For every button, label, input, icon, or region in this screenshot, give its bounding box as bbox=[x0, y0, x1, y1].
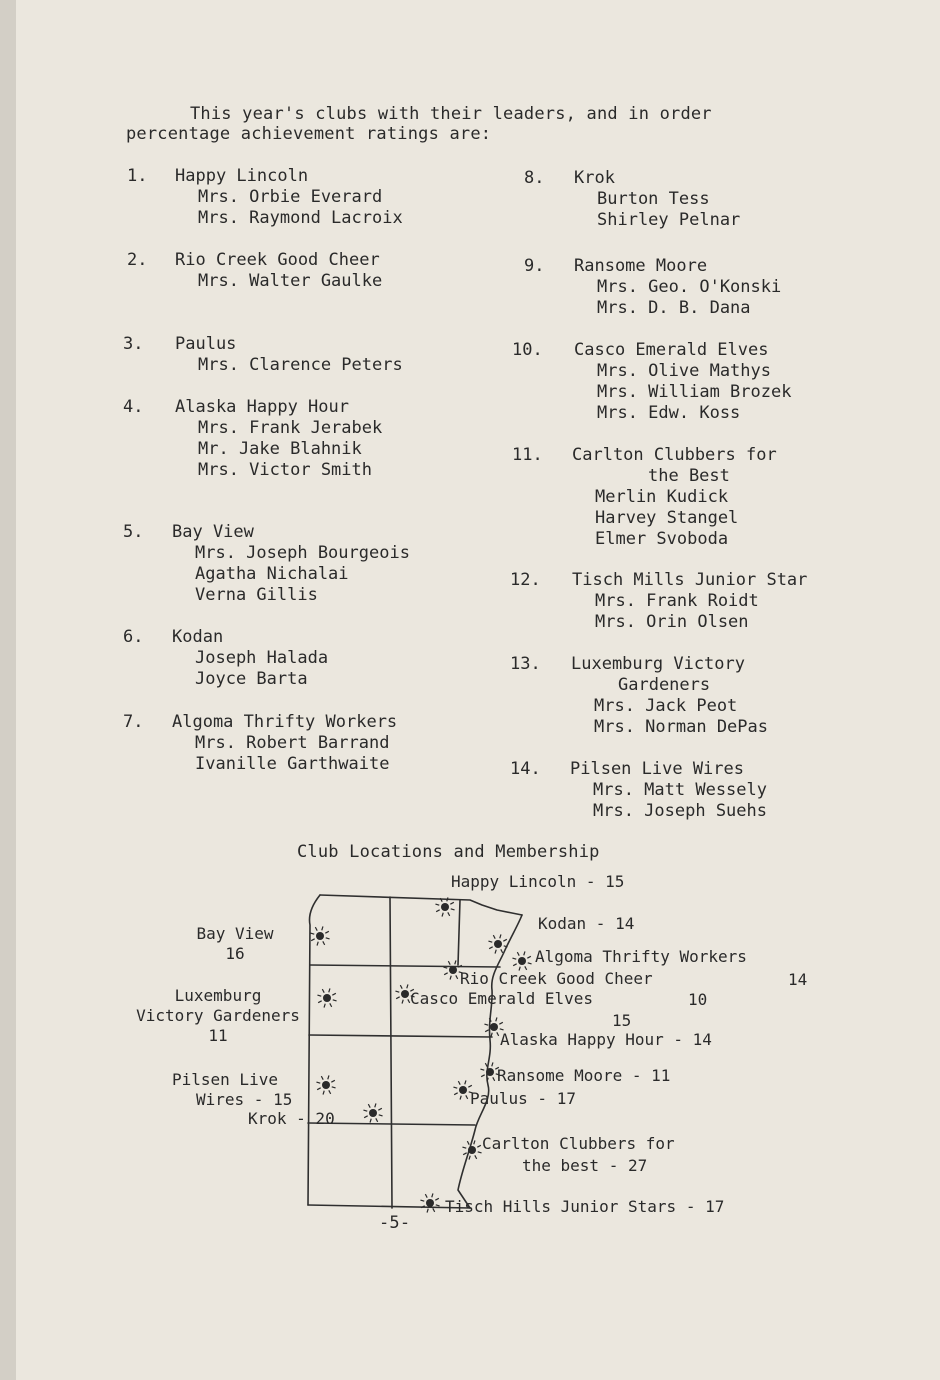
club-location-marker bbox=[420, 1193, 439, 1212]
map-label-bay-view-name: Bay View bbox=[196, 924, 274, 943]
club-leader: Mrs. Edw. Koss bbox=[597, 403, 741, 423]
map-label-paulus: Paulus - 17 bbox=[470, 1089, 576, 1108]
club-location-marker bbox=[435, 897, 454, 916]
club-leader: Mrs. Geo. O'Konski bbox=[597, 277, 782, 297]
club-leader: Ivanille Garthwaite bbox=[195, 754, 390, 774]
club-number: 7. bbox=[123, 712, 144, 732]
club-name: Carlton Clubbers for bbox=[572, 445, 777, 465]
club-name: Alaska Happy Hour bbox=[175, 397, 349, 417]
map-label-luxemburg-2: Victory Gardeners bbox=[136, 1006, 300, 1025]
map-label-bay-view-count: 16 bbox=[225, 944, 245, 963]
club-location-marker bbox=[512, 951, 531, 970]
map-label-luxemburg-1: Luxemburg bbox=[174, 986, 262, 1005]
club-name-continued: Gardeners bbox=[618, 675, 711, 695]
club-name: Paulus bbox=[175, 334, 237, 354]
club-leader: Mrs. Orin Olsen bbox=[595, 612, 749, 632]
map-label-pilsen-2: Wires - 15 bbox=[196, 1090, 293, 1109]
club-leader: Mrs. Joseph Bourgeois bbox=[195, 543, 410, 563]
club-leader: Mrs. Matt Wessely bbox=[593, 780, 767, 800]
map-label-casco: Casco Emerald Elves bbox=[410, 989, 594, 1008]
club-leader: Elmer Svoboda bbox=[595, 529, 729, 549]
map-label-ransome: Ransome Moore - 11 bbox=[497, 1066, 671, 1085]
map-line-vertical bbox=[390, 897, 392, 1208]
club-location-markers bbox=[310, 897, 531, 1212]
club-leader: Mrs. Clarence Peters bbox=[198, 355, 403, 375]
club-number: 11. bbox=[512, 445, 543, 465]
map-line-horizontal bbox=[309, 1035, 492, 1037]
intro-line-2: percentage achievement ratings are: bbox=[126, 124, 492, 144]
map-label-pilsen-1: Pilsen Live bbox=[172, 1070, 278, 1089]
club-number: 13. bbox=[510, 654, 541, 674]
map-label-luxemburg bbox=[103, 986, 333, 1046]
map-label-tisch: Tisch Hills Junior Stars - 17 bbox=[445, 1197, 725, 1216]
club-name: Pilsen Live Wires bbox=[570, 759, 744, 779]
club-leader: Joseph Halada bbox=[195, 648, 329, 668]
club-number: 9. bbox=[524, 256, 545, 276]
map-line-vertical bbox=[458, 900, 460, 965]
club-number: 8. bbox=[524, 168, 545, 188]
map-label-kodan: Kodan - 14 bbox=[538, 914, 635, 933]
map-label-alaska: Alaska Happy Hour - 14 bbox=[500, 1030, 712, 1049]
map-label-algoma: Algoma Thrifty Workers bbox=[535, 947, 747, 966]
club-name: Bay View bbox=[172, 522, 254, 542]
map-border-top bbox=[320, 895, 522, 915]
club-leader: Shirley Pelnar bbox=[597, 210, 741, 230]
club-leader: Harvey Stangel bbox=[595, 508, 739, 528]
club-leader: Merlin Kudick bbox=[595, 487, 729, 507]
club-leader: Mrs. Joseph Suehs bbox=[593, 801, 767, 821]
club-leader: Agatha Nichalai bbox=[195, 564, 349, 584]
club-name: Kodan bbox=[172, 627, 224, 647]
club-number: 14. bbox=[510, 759, 541, 779]
club-leader: Mrs. Robert Barrand bbox=[195, 733, 390, 753]
map-title: Club Locations and Membership bbox=[297, 842, 600, 862]
club-number: 12. bbox=[510, 570, 541, 590]
club-number: 4. bbox=[123, 397, 144, 417]
map-label-rio-creek: Rio Creek Good Cheer bbox=[460, 969, 653, 988]
map-label-carlton-2: the best - 27 bbox=[522, 1156, 648, 1175]
map-line-horizontal bbox=[310, 965, 500, 967]
club-leader: Mrs. Jack Peot bbox=[594, 696, 738, 716]
club-name: Happy Lincoln bbox=[175, 166, 309, 186]
club-leader: Mrs. Victor Smith bbox=[198, 460, 372, 480]
club-leader: Burton Tess bbox=[597, 189, 710, 209]
club-name: Ransome Moore bbox=[574, 256, 708, 276]
club-name: Algoma Thrifty Workers bbox=[172, 712, 398, 732]
club-leader: Mrs. Orbie Everard bbox=[198, 187, 383, 207]
map-label-bay-view bbox=[160, 924, 310, 964]
club-name: Tisch Mills Junior Star bbox=[572, 570, 808, 590]
club-name: Rio Creek Good Cheer bbox=[175, 250, 380, 270]
map-label-carlton-1: Carlton Clubbers for bbox=[482, 1134, 675, 1153]
club-number: 3. bbox=[123, 334, 144, 354]
club-leader: Mrs. Raymond Lacroix bbox=[198, 208, 403, 228]
club-number: 5. bbox=[123, 522, 144, 542]
map-label-krok: Krok - 20 bbox=[248, 1109, 335, 1128]
club-leader: Joyce Barta bbox=[195, 669, 308, 689]
map-border-shoreline bbox=[458, 915, 522, 1208]
club-leader: Mrs. Walter Gaulke bbox=[198, 271, 383, 291]
club-location-marker bbox=[363, 1103, 382, 1122]
club-name-continued: the Best bbox=[648, 466, 730, 486]
club-number: 6. bbox=[123, 627, 144, 647]
club-leader: Mrs. Frank Roidt bbox=[595, 591, 759, 611]
map-label-algoma-count: 14 bbox=[788, 970, 808, 989]
intro-line-1: This year's clubs with their leaders, and in order bbox=[190, 104, 712, 124]
club-number: 10. bbox=[512, 340, 543, 360]
club-number: 1. bbox=[127, 166, 148, 186]
page-number: -5- bbox=[379, 1213, 411, 1233]
map-label-luxemburg-count: 11 bbox=[208, 1026, 228, 1045]
club-leader: Mrs. William Brozek bbox=[597, 382, 792, 402]
club-leader: Verna Gillis bbox=[195, 585, 318, 605]
club-leader: Mr. Jake Blahnik bbox=[198, 439, 362, 459]
map-label-happy-lincoln: Happy Lincoln - 15 bbox=[451, 872, 625, 891]
club-location-marker bbox=[310, 926, 329, 945]
club-name: Krok bbox=[574, 168, 615, 188]
club-leader: Mrs. Frank Jerabek bbox=[198, 418, 383, 438]
club-name: Casco Emerald Elves bbox=[574, 340, 769, 360]
map-label-casco-count: 10 bbox=[688, 990, 708, 1009]
club-leader: Mrs. D. B. Dana bbox=[597, 298, 751, 318]
club-leader: Mrs. Norman DePas bbox=[594, 717, 768, 737]
club-location-marker bbox=[316, 1075, 335, 1094]
map-label-rio-count: 15 bbox=[612, 1011, 632, 1030]
club-number: 2. bbox=[127, 250, 148, 270]
club-leader: Mrs. Olive Mathys bbox=[597, 361, 771, 381]
club-name: Luxemburg Victory bbox=[571, 654, 745, 674]
